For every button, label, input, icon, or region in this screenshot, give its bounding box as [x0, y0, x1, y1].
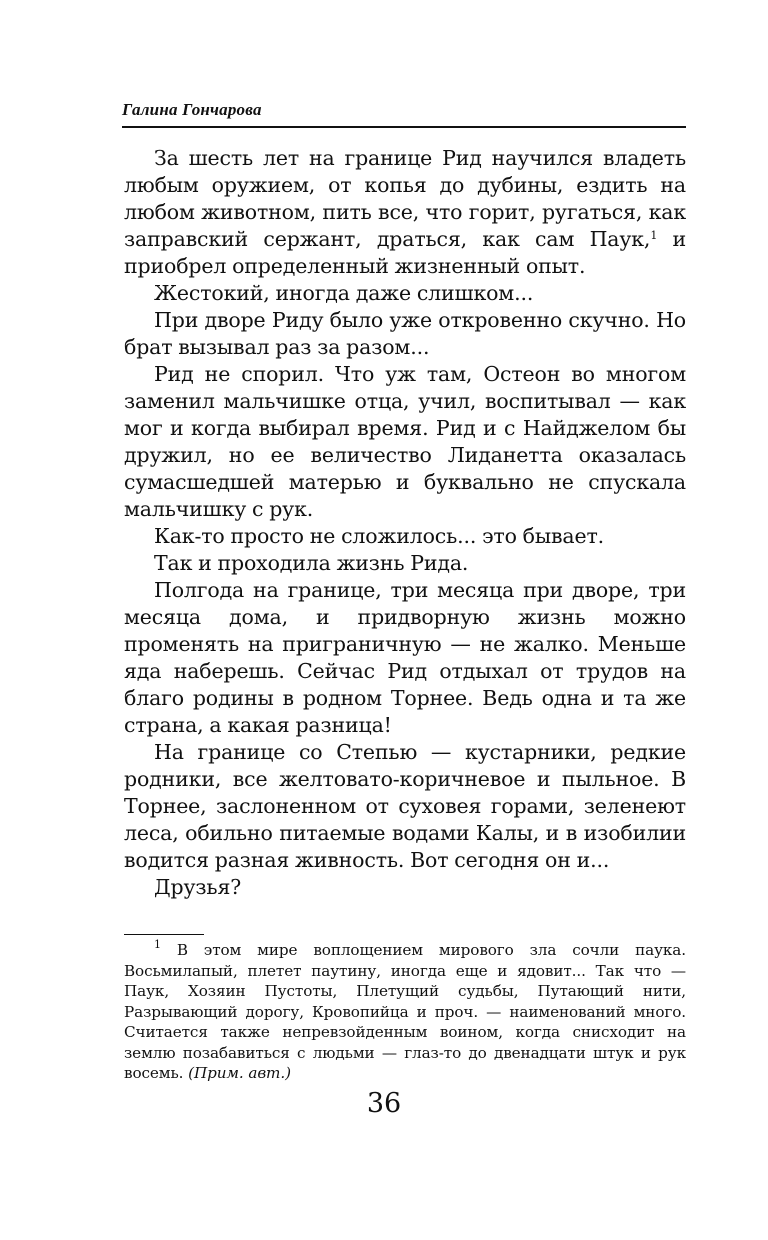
- footnote: [124, 940, 686, 1084]
- paragraph: За шесть лет на границе Рид научился владеть любым оружием, от копья до дубины, ездить на любом животном, пить все, что горит, ругаться, как заправский сержант, драться, как сам Паук,$^1$ и приобрел определенный жизненный опыт.: [124, 146, 686, 278]
- footnote-text: $^1$ В этом мире воплощением мирового зла сочли паука. Восьмилапый, плетет паутину, иногда еще и ядовит... Так что — Паук, Хозяин Пустоты, Плетущий судьбы, Путающий нити, Разрывающий дорогу, Кровопийца и проч. — наименований много. Считается также непревзойденным воином, когда снисходит на землю позабавиться с людьми — глаз-то до двенадцати штук и рук восемь. (Прим. авт.): [124, 938, 686, 1082]
- paragraph: Так и проходила жизнь Рида.: [154, 551, 469, 575]
- running-head-author: Галина Гончарова: [122, 100, 262, 119]
- paragraph: При дворе Риду было уже откровенно скучно. Но брат вызывал раз за разом...: [124, 308, 686, 359]
- paragraph: На границе со Степью — кустарники, редкие родники, все желтовато-коричневое и пыльное. В Торнее, заслоненном от суховея горами, зеленеют леса, обильно питаемые водами Калы, и в изобилии водится разная живность. Вот сегодня он и...: [124, 740, 686, 872]
- paragraph: Полгода на границе, три месяца при дворе, три месяца дома, и придворную жизнь можно променять на приграничную — не жалко. Меньше яда наберешь. Сейчас Рид отдыхал от трудов на благо родины в родном Торнее. Ведь одна и та же страна, а какая разница!: [124, 578, 686, 737]
- paragraph: Жестокий, иногда даже слишком...: [154, 281, 534, 305]
- paragraph: Рид не спорил. Что уж там, Остеон во многом заменил мальчишке отца, учил, воспитывал — как мог и когда выбирал время. Рид и с Найджелом бы дружил, но ее величество Лиданетта оказалась сумасшедшей матерью и буквально не спускала мальчишку с рук.: [124, 362, 686, 521]
- body-text: [124, 145, 686, 901]
- page-number: 36: [366, 1088, 402, 1119]
- header-rule: [122, 126, 686, 128]
- author-note: (Прим. авт.): [188, 1064, 291, 1082]
- footnote-marker: 1: [154, 938, 161, 951]
- paragraph: Друзья?: [154, 875, 242, 899]
- footnote-reference[interactable]: 1: [650, 229, 658, 242]
- paragraph: Как-то просто не сложилось... это бывает.: [154, 524, 605, 548]
- footnote-rule: [124, 934, 204, 935]
